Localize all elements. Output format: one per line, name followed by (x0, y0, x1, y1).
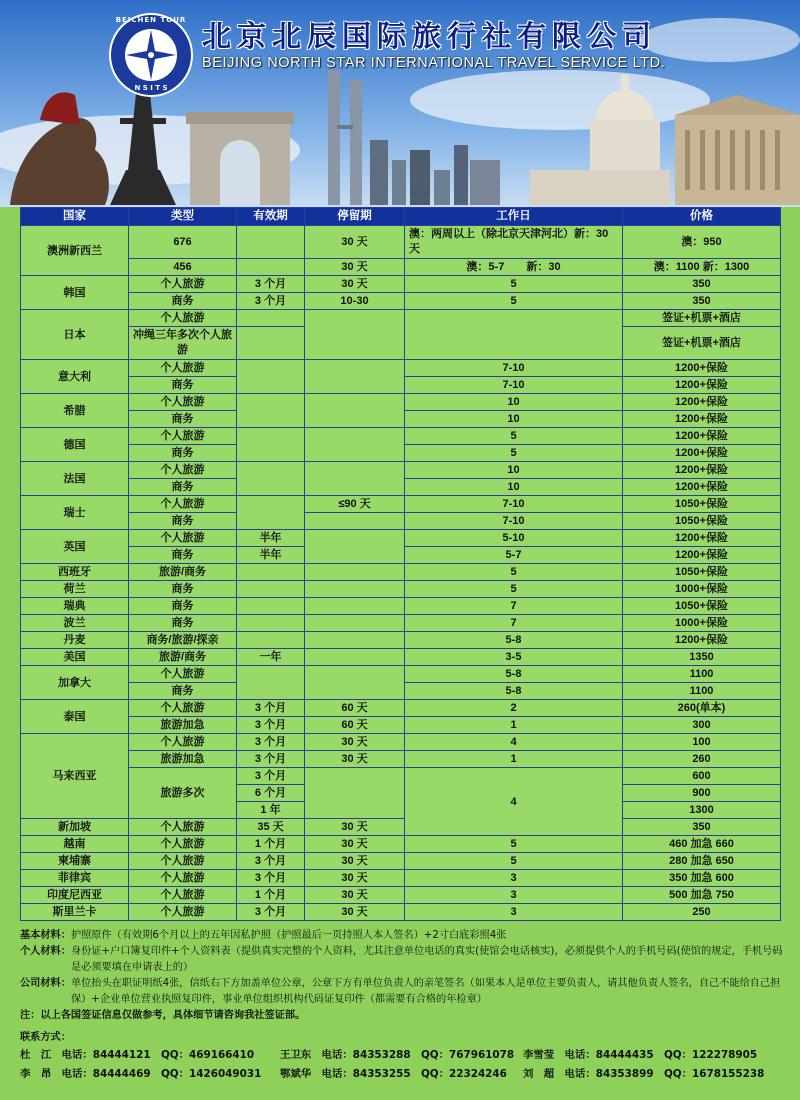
workdays-cell: 5 (405, 445, 623, 462)
validity-cell: 3 个月 (237, 870, 305, 887)
price-cell: 澳：1100 新：1300 (623, 259, 781, 276)
basic-materials (20, 928, 785, 944)
validity-cell (237, 581, 305, 598)
price-cell: 1200+保险 (623, 547, 781, 564)
type-cell: 旅游加急 (129, 751, 237, 768)
disclaimer-text: 注：以上各国签证信息仅做参考，具体细节请咨询我社签证部。 (20, 1010, 306, 1021)
type-cell: 个人旅游 (129, 530, 237, 547)
type-cell: 个人旅游 (129, 276, 237, 293)
contact-entry: 刘 超 电话：84353899 QQ：1678155238 (523, 1068, 765, 1080)
workdays-cell: 澳：5-7 新：30 (405, 259, 623, 276)
stay-cell: 30 天 (305, 870, 405, 887)
table-row (21, 751, 781, 768)
table-row (21, 564, 781, 581)
price-cell: 1200+保险 (623, 377, 781, 394)
type-cell: 个人旅游 (129, 360, 237, 377)
country-cell: 瑞士 (21, 496, 129, 530)
type-cell: 456 (129, 259, 237, 276)
company-materials (20, 976, 785, 1008)
type-cell: 个人旅游 (129, 734, 237, 751)
workdays-cell: 澳：两周以上（除北京天津河北）新：30 天 (405, 226, 623, 259)
price-cell: 1200+保险 (623, 360, 781, 377)
company-materials-text: 单位抬头在职证明纸4张，信纸右下方加盖单位公章，公章下方有单位负责人的亲笔签名（如果本人是单位主要负责人，请其他负责人签名，自己不能给自己担保）+企业单位营业执照复印件，事业单位组织机构代码证复印件（都需要有合格的年检章） (70, 978, 781, 1005)
price-cell: 460 加急 660 (623, 836, 781, 853)
validity-cell: 3 个月 (237, 751, 305, 768)
stay-cell: 10-30 (305, 293, 405, 310)
workdays-cell: 1 (405, 717, 623, 734)
workdays-cell: 4 (405, 768, 623, 836)
table-row (21, 649, 781, 666)
validity-cell (237, 666, 305, 700)
type-cell: 个人旅游 (129, 904, 237, 921)
header-banner (0, 0, 800, 207)
country-cell: 柬埔寨 (21, 853, 129, 870)
disclaimer-note (20, 1008, 785, 1024)
table-row (21, 734, 781, 751)
table-row (21, 717, 781, 734)
validity-cell (237, 226, 305, 259)
country-cell: 西班牙 (21, 564, 129, 581)
price-cell: 1050+保险 (623, 564, 781, 581)
country-cell: 韩国 (21, 276, 129, 310)
table-row (21, 836, 781, 853)
price-cell: 1200+保险 (623, 632, 781, 649)
stay-cell: 30 天 (305, 887, 405, 904)
type-cell: 个人旅游 (129, 428, 237, 445)
country-cell: 泰国 (21, 700, 129, 734)
validity-cell (237, 360, 305, 394)
company-logo (108, 12, 194, 98)
workdays-cell (405, 310, 623, 360)
stay-cell (305, 768, 405, 819)
workdays-cell: 5-7 (405, 547, 623, 564)
workdays-cell: 10 (405, 462, 623, 479)
stay-cell: 30 天 (305, 751, 405, 768)
company-name-chinese: 北京北辰国际旅行社有限公司 (202, 19, 658, 53)
price-cell: 280 加急 650 (623, 853, 781, 870)
country-cell: 瑞典 (21, 598, 129, 615)
country-cell: 意大利 (21, 360, 129, 394)
table-row (21, 276, 781, 293)
workdays-cell: 5 (405, 836, 623, 853)
stay-cell: 30 天 (305, 819, 405, 836)
table-row (21, 887, 781, 904)
validity-cell (237, 462, 305, 496)
workdays-cell: 5 (405, 853, 623, 870)
price-cell: 1000+保险 (623, 615, 781, 632)
country-cell: 波兰 (21, 615, 129, 632)
logo-bottom-text: N S I T S (134, 84, 168, 92)
personal-materials (20, 944, 785, 976)
stay-cell (305, 360, 405, 394)
price-cell: 350 (623, 276, 781, 293)
price-cell: 100 (623, 734, 781, 751)
stay-cell (305, 666, 405, 700)
stay-cell: 30 天 (305, 836, 405, 853)
table-row (21, 310, 781, 327)
validity-cell: 1 个月 (237, 887, 305, 904)
personal-materials-text: 身份证+户口簿复印件+个人资料表（提供真实完整的个人资料，尤其注意单位电话的真实(使馆会电话核实)，必须提供个人的手机号码(使馆的规定，手机号码是必须要填在申请表上的） (70, 946, 783, 973)
validity-cell: 一年 (237, 649, 305, 666)
validity-cell: 半年 (237, 530, 305, 547)
stay-cell: 30 天 (305, 853, 405, 870)
table-row (21, 462, 781, 479)
price-cell: 350 (623, 293, 781, 310)
type-cell: 旅游/商务 (129, 564, 237, 581)
price-cell: 1050+保险 (623, 496, 781, 513)
validity-cell (237, 598, 305, 615)
type-cell: 冲绳三年多次个人旅游 (129, 327, 237, 360)
validity-cell: 3 个月 (237, 853, 305, 870)
validity-cell (237, 615, 305, 632)
type-cell: 商务 (129, 479, 237, 496)
price-cell: 1200+保险 (623, 445, 781, 462)
type-cell: 商务 (129, 581, 237, 598)
validity-cell (237, 428, 305, 462)
country-cell: 印度尼西亚 (21, 887, 129, 904)
table-row (21, 496, 781, 513)
price-cell: 350 加急 600 (623, 870, 781, 887)
validity-cell (237, 259, 305, 276)
type-cell: 旅游/商务 (129, 649, 237, 666)
price-cell: 1200+保险 (623, 462, 781, 479)
table-row (21, 360, 781, 377)
workdays-cell: 5 (405, 276, 623, 293)
price-cell: 1000+保险 (623, 581, 781, 598)
country-cell: 菲律宾 (21, 870, 129, 887)
type-cell: 商务 (129, 411, 237, 428)
country-cell: 美国 (21, 649, 129, 666)
stay-cell: 30 天 (305, 226, 405, 259)
price-cell: 350 (623, 819, 781, 836)
validity-cell (237, 632, 305, 649)
stay-cell: 30 天 (305, 904, 405, 921)
stay-cell: 60 天 (305, 700, 405, 717)
type-cell: 旅游加急 (129, 717, 237, 734)
table-row (21, 598, 781, 615)
validity-cell: 3 个月 (237, 276, 305, 293)
workdays-cell: 10 (405, 411, 623, 428)
table-row (21, 513, 781, 530)
country-cell: 丹麦 (21, 632, 129, 649)
country-cell: 马来西亚 (21, 734, 129, 819)
type-cell: 商务 (129, 293, 237, 310)
type-cell: 商务 (129, 598, 237, 615)
validity-cell: 1 年 (237, 802, 305, 819)
validity-cell: 35 天 (237, 819, 305, 836)
workdays-cell: 3 (405, 904, 623, 921)
stay-cell (305, 530, 405, 564)
workdays-cell: 2 (405, 700, 623, 717)
type-cell: 商务 (129, 547, 237, 564)
price-cell: 250 (623, 904, 781, 921)
price-cell: 1200+保险 (623, 411, 781, 428)
price-cell: 签证+机票+酒店 (623, 327, 781, 360)
workdays-cell: 7-10 (405, 496, 623, 513)
workdays-cell: 5 (405, 581, 623, 598)
country-cell: 英国 (21, 530, 129, 564)
country-cell: 法国 (21, 462, 129, 496)
validity-cell (237, 394, 305, 428)
workdays-cell: 5 (405, 428, 623, 445)
stay-cell (305, 632, 405, 649)
validity-cell: 3 个月 (237, 717, 305, 734)
stay-cell (305, 598, 405, 615)
stay-cell (305, 310, 405, 360)
country-cell: 荷兰 (21, 581, 129, 598)
stay-cell: 30 天 (305, 259, 405, 276)
table-row (21, 853, 781, 870)
table-row (21, 615, 781, 632)
company-name-english: BEIJING NORTH STAR INTERNATIONAL TRAVEL SERVICE LTD. (202, 55, 666, 71)
price-cell: 900 (623, 785, 781, 802)
price-cell: 1050+保险 (623, 598, 781, 615)
table-row (21, 700, 781, 717)
table-row (21, 226, 781, 259)
table-row (21, 259, 781, 276)
price-cell: 500 加急 750 (623, 887, 781, 904)
stay-cell (305, 394, 405, 428)
type-cell: 商务/旅游/探亲 (129, 632, 237, 649)
table-row (21, 581, 781, 598)
type-cell: 个人旅游 (129, 836, 237, 853)
country-cell: 斯里兰卡 (21, 904, 129, 921)
workdays-cell: 5-8 (405, 666, 623, 683)
contact-entry: 李 昂 电话：84444469 QQ：1426049031 (20, 1068, 262, 1080)
country-cell: 新加坡 (21, 819, 129, 836)
type-cell: 个人旅游 (129, 462, 237, 479)
type-cell: 商务 (129, 445, 237, 462)
table-row (21, 394, 781, 411)
stay-cell: 30 天 (305, 276, 405, 293)
stay-cell (305, 462, 405, 496)
type-cell: 个人旅游 (129, 496, 237, 513)
price-cell: 澳：950 (623, 226, 781, 259)
workdays-cell: 1 (405, 751, 623, 768)
price-cell: 1200+保险 (623, 394, 781, 411)
stay-cell (305, 513, 405, 530)
validity-cell: 6 个月 (237, 785, 305, 802)
table-row (21, 904, 781, 921)
country-cell: 日本 (21, 310, 129, 360)
contacts-title: 联系方式： (20, 1032, 71, 1043)
stay-cell (305, 581, 405, 598)
country-cell: 越南 (21, 836, 129, 853)
table-row (21, 666, 781, 683)
workdays-cell: 5-10 (405, 530, 623, 547)
type-cell: 商务 (129, 377, 237, 394)
validity-cell: 3 个月 (237, 700, 305, 717)
table-row (21, 819, 781, 836)
type-cell: 个人旅游 (129, 853, 237, 870)
type-cell: 676 (129, 226, 237, 259)
validity-cell (237, 310, 305, 327)
contact-entry: 杜 江 电话：84444121 QQ：469166410 (20, 1049, 255, 1061)
type-cell: 旅游多次 (129, 768, 237, 819)
table-header-row (21, 208, 781, 226)
basic-materials-label: 基本材料： (20, 930, 71, 941)
workdays-cell: 7-10 (405, 377, 623, 394)
stay-cell: 30 天 (305, 734, 405, 751)
workdays-cell: 5-8 (405, 683, 623, 700)
table-row (21, 428, 781, 445)
price-cell: 1050+保险 (623, 513, 781, 530)
validity-cell: 3 个月 (237, 734, 305, 751)
workdays-cell: 7-10 (405, 513, 623, 530)
country-cell: 澳洲新西兰 (21, 226, 129, 276)
workdays-cell: 5 (405, 293, 623, 310)
workdays-cell: 3 (405, 870, 623, 887)
type-cell: 商务 (129, 683, 237, 700)
price-cell: 1200+保险 (623, 530, 781, 547)
table-row (21, 293, 781, 310)
validity-cell: 3 个月 (237, 904, 305, 921)
workdays-cell: 3-5 (405, 649, 623, 666)
column-header: 有效期 (237, 208, 305, 226)
country-cell: 加拿大 (21, 666, 129, 700)
column-header: 停留期 (305, 208, 405, 226)
contacts-row-1 (20, 1046, 785, 1065)
visa-price-table (20, 207, 781, 921)
validity-cell (237, 496, 305, 530)
stay-cell (305, 649, 405, 666)
type-cell: 商务 (129, 513, 237, 530)
country-cell: 德国 (21, 428, 129, 462)
workdays-cell: 10 (405, 394, 623, 411)
visa-price-table-container (20, 207, 780, 921)
price-cell: 1200+保险 (623, 479, 781, 496)
table-row (21, 870, 781, 887)
table-row (21, 530, 781, 547)
price-cell: 260(单本) (623, 700, 781, 717)
type-cell: 个人旅游 (129, 666, 237, 683)
price-cell: 1350 (623, 649, 781, 666)
validity-cell: 3 个月 (237, 293, 305, 310)
workdays-cell: 10 (405, 479, 623, 496)
workdays-cell: 5 (405, 564, 623, 581)
contact-entry: 李雪莹 电话：84444435 QQ：122278905 (523, 1049, 758, 1061)
column-header: 价格 (623, 208, 781, 226)
logo-top-text: BEICHEN TOUR (115, 16, 187, 24)
column-header: 类型 (129, 208, 237, 226)
workdays-cell: 4 (405, 734, 623, 751)
price-cell: 1200+保险 (623, 428, 781, 445)
table-row (21, 632, 781, 649)
type-cell: 个人旅游 (129, 310, 237, 327)
column-header: 工作日 (405, 208, 623, 226)
price-cell: 260 (623, 751, 781, 768)
workdays-cell: 5-8 (405, 632, 623, 649)
validity-cell (237, 327, 305, 360)
column-header: 国家 (21, 208, 129, 226)
type-cell: 个人旅游 (129, 819, 237, 836)
stay-cell (305, 428, 405, 462)
price-cell: 1100 (623, 666, 781, 683)
stay-cell: ≤90 天 (305, 496, 405, 513)
workdays-cell: 7 (405, 615, 623, 632)
price-cell: 签证+机票+酒店 (623, 310, 781, 327)
type-cell: 个人旅游 (129, 887, 237, 904)
price-cell: 1100 (623, 683, 781, 700)
workdays-cell: 3 (405, 887, 623, 904)
stay-cell: 60 天 (305, 717, 405, 734)
type-cell: 个人旅游 (129, 700, 237, 717)
validity-cell: 1 个月 (237, 836, 305, 853)
personal-materials-label: 个人材料： (20, 946, 71, 957)
basic-materials-text: 护照原件（有效期6个月以上的五年因私护照（护照最后一页持照人本人签名）+2寸白底彩照4张 (70, 930, 507, 941)
visa-notes (20, 928, 785, 1084)
type-cell: 商务 (129, 615, 237, 632)
type-cell: 个人旅游 (129, 870, 237, 887)
validity-cell (237, 564, 305, 581)
validity-cell: 3 个月 (237, 768, 305, 785)
company-materials-label: 公司材料： (20, 978, 71, 989)
workdays-cell: 7 (405, 598, 623, 615)
price-cell: 300 (623, 717, 781, 734)
table-row (21, 768, 781, 785)
price-cell: 600 (623, 768, 781, 785)
validity-cell: 半年 (237, 547, 305, 564)
stay-cell (305, 615, 405, 632)
type-cell: 个人旅游 (129, 394, 237, 411)
contact-entry: 王卫东 电话：84353288 QQ：767961078 (280, 1049, 515, 1061)
country-cell: 希腊 (21, 394, 129, 428)
workdays-cell: 7-10 (405, 360, 623, 377)
contacts-row-2 (20, 1065, 785, 1084)
stay-cell (305, 564, 405, 581)
price-cell: 1300 (623, 802, 781, 819)
contact-entry: 鄂斌华 电话：84353255 QQ：22324246 (280, 1068, 507, 1080)
